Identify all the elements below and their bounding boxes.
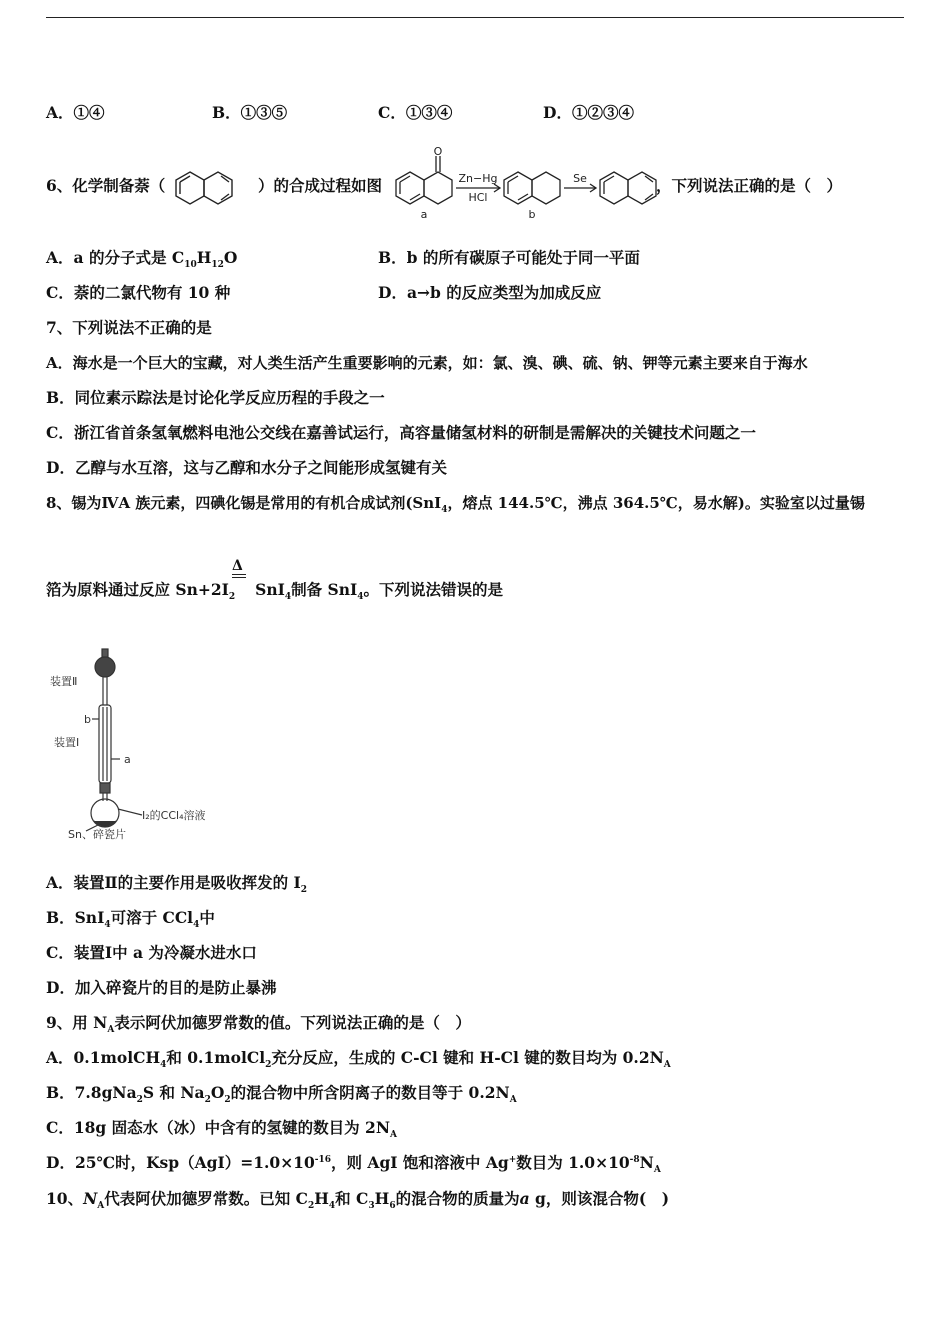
q8-option-b: B．SnI$_4$可溶于 CCl$_4$中 [46, 908, 215, 931]
label-port-a: a [124, 753, 131, 766]
q5-option-a: A．①④ [46, 103, 105, 122]
q6-stem-mid: ）的合成过程如图 [258, 176, 383, 195]
q9-option-b: B．7.8gNa$_2$S 和 $Na_2O_2$的混合物中所含阴离子的数目等于 $0.2N_A$ [46, 1083, 517, 1106]
svg-text:O: O [433, 146, 443, 158]
q7-option-b: B．同位素示踪法是讨论化学反应历程的手段之一 [46, 388, 385, 407]
q9-stem: 9、用 $N_A$表示阿伏加德罗常数的值。下列说法正确的是（ ） [46, 1013, 471, 1036]
header-rule [46, 17, 904, 18]
q6-option-a: A．a 的分子式是 $C_{10}H_{12}O$ [46, 248, 238, 271]
q9-option-c: C．18g 固态水（冰）中含有的氢键的数目为 $2N_A$ [46, 1118, 397, 1141]
q7-option-c: C．浙江省首条氢氧燃料电池公交线在嘉善试运行，高容量储氢材料的研制是需解决的关键技术问题之一 [46, 423, 756, 442]
delta-symbol: Δ [232, 558, 243, 574]
q8-stem-line2: 箔为原料通过反应 $Sn+2I_2$ SnI$_4$制备 SnI$_4$。下列说法错误的是 [46, 580, 504, 603]
q9-option-d: D．25℃时，$Ksp(AgI)=1.0\times 10^{-16}$，则 AgI 饱和溶液中 Ag+数目为 $1.0\times 10^{-8}N_A$ [46, 1153, 661, 1176]
reagent-zn-hg: Zn−Hg [458, 172, 498, 185]
q8-option-c: C．装置Ⅰ中 a 为冷凝水进水口 [46, 943, 257, 962]
label-compound-a: a [420, 208, 428, 221]
q6-option-d: D．a→b 的反应类型为加成反应 [378, 283, 602, 302]
q5-option-b: B．①③⑤ [212, 103, 288, 122]
label-port-b: b [84, 713, 91, 726]
label-device-i: 装置Ⅰ [54, 736, 80, 749]
q7-option-a: A．海水是一个巨大的宝藏，对人类生活产生重要影响的元素，如：氯、溴、碘、硫、钠、钾等元素主要来自于海水 [46, 354, 808, 372]
q6-stem-start: 6、化学制备萘（ [46, 176, 166, 195]
q9-option-a: A．0.1molCH$_4$和 0.1molCl$_2$充分反应，生成的 C-Cl 键和 H-Cl 键的数目均为 $0.2N_A$ [46, 1048, 671, 1071]
q6-option-b: B．b 的所有碳原子可能处于同一平面 [378, 248, 640, 267]
equilibrium-line-top [232, 574, 246, 575]
q7-stem: 7、下列说法不正确的是 [46, 318, 212, 337]
q5-option-c: C．①③④ [378, 103, 453, 122]
q8-stem-line1: 8、锡为ⅣA 族元素，四碘化锡是常用的有机合成试剂(SnI$_4$，熔点 144.5℃，沸点 364.5℃，易水解)。实验室以过量锡 [46, 494, 865, 515]
naphthalene-structure [168, 166, 248, 214]
label-compound-b: b [528, 208, 536, 221]
apparatus-diagram [46, 645, 206, 850]
q6-option-c: C．萘的二氯代物有 10 种 [46, 283, 231, 302]
label-sn-porcelain: Sn、碎瓷片 [68, 828, 126, 841]
q5-option-d: D．①②③④ [543, 103, 634, 122]
label-i2-ccl4-solution: I₂的CCl₄溶液 [142, 809, 206, 822]
label-device-ii: 装置Ⅱ [50, 675, 78, 688]
equilibrium-line-bottom [232, 577, 246, 578]
q8-option-a: A．装置Ⅱ的主要作用是吸收挥发的 $I_2$ [46, 873, 308, 896]
q6-stem-end: ，下列说法正确的是（ ） [656, 176, 843, 195]
synthesis-scheme [392, 146, 657, 226]
q10-stem: 10、$N_A$代表阿伏加德罗常数。已知 $C_2H_4$和 $C_3H_6$的混合物的质量为a g，则该混合物( ) [46, 1189, 670, 1212]
reagent-se: Se [573, 172, 587, 185]
reagent-hcl: HCl [468, 191, 488, 204]
q7-option-d: D．乙醇与水互溶，这与乙醇和水分子之间能形成氢键有关 [46, 458, 447, 477]
q8-option-d: D．加入碎瓷片的目的是防止暴沸 [46, 978, 277, 997]
